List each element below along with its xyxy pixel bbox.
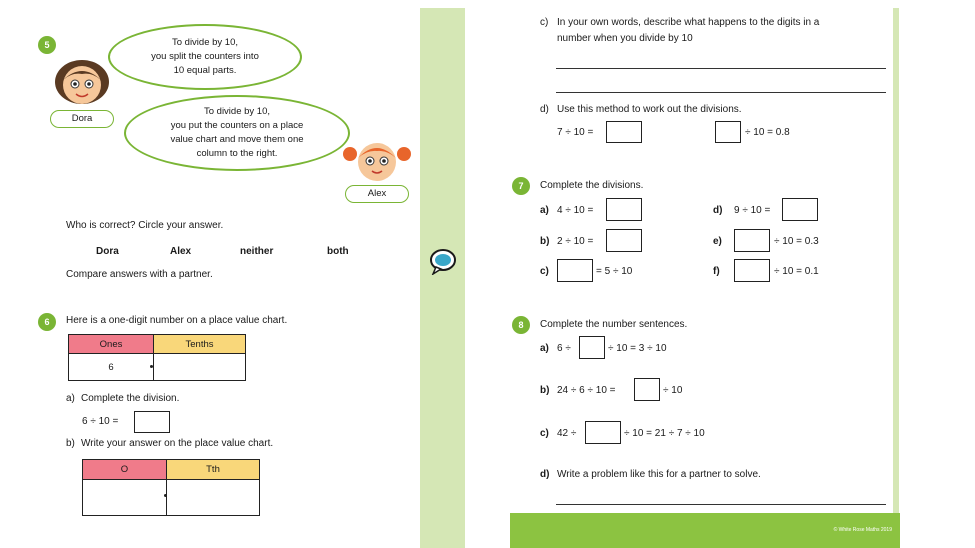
ones-header: Ones xyxy=(69,335,154,354)
dora-character-icon xyxy=(52,58,112,106)
answer-box[interactable] xyxy=(734,259,770,282)
q7-d-label: d) xyxy=(713,205,723,216)
page-footer xyxy=(510,513,900,548)
q8-prompt: Complete the number sentences. xyxy=(540,319,688,330)
tth-answer-cell[interactable] xyxy=(167,480,260,516)
q7-prompt: Complete the divisions. xyxy=(540,180,644,191)
tth-header: Tth xyxy=(167,460,260,480)
q8-a-pre: 6 ÷ xyxy=(557,343,571,354)
dora-bubble-line: 10 equal parts. xyxy=(173,65,237,76)
answer-box[interactable] xyxy=(557,259,593,282)
q8-a-label: a) xyxy=(540,343,549,354)
alex-bubble-line: value chart and move them one xyxy=(170,134,304,145)
question-number-8: 8 xyxy=(512,316,530,334)
q7-f-equation: ÷ 10 = 0.1 xyxy=(774,266,819,277)
q6-b-text: Write your answer on the place value chart. xyxy=(81,438,274,449)
q5-prompt: Who is correct? Circle your answer. xyxy=(66,220,224,231)
decimal-point xyxy=(164,494,167,497)
footer-credit: © White Rose Maths 2019 xyxy=(833,527,892,533)
alex-bubble-line: To divide by 10, xyxy=(203,106,270,117)
q7-f-label: f) xyxy=(713,266,720,277)
q8-c-label: c) xyxy=(540,428,549,439)
answer-box[interactable] xyxy=(634,378,660,401)
d-equation-1: 7 ÷ 10 = xyxy=(557,127,594,138)
q7-b-equation: 2 ÷ 10 = xyxy=(557,236,594,247)
q7-c-equation: = 5 ÷ 10 xyxy=(596,266,633,277)
question-number-5: 5 xyxy=(38,36,56,54)
dora-speech-bubble xyxy=(108,24,302,90)
q6-b-label: b) xyxy=(66,438,75,449)
o-header: O xyxy=(83,460,167,480)
o-answer-cell[interactable] xyxy=(83,480,167,516)
tenths-value xyxy=(154,354,246,381)
q6-a-label: a) xyxy=(66,393,75,404)
tenths-header: Tenths xyxy=(154,335,246,354)
answer-box[interactable] xyxy=(715,121,741,143)
answer-box[interactable] xyxy=(579,336,605,359)
alex-name-label: Alex xyxy=(345,185,409,203)
ones-value: 6 xyxy=(69,354,154,381)
answer-line[interactable] xyxy=(556,504,886,505)
right-page-border xyxy=(893,8,899,518)
answer-box[interactable] xyxy=(606,229,642,252)
answer-box[interactable] xyxy=(606,198,642,221)
alex-speech-bubble xyxy=(124,95,350,171)
q8-b-pre: 24 ÷ 6 ÷ 10 = xyxy=(557,385,616,396)
q8-c-post: ÷ 10 = 21 ÷ 7 ÷ 10 xyxy=(624,428,705,439)
answer-option-neither[interactable]: neither xyxy=(240,246,274,257)
c-text-line: In your own words, describe what happens to the digits in a xyxy=(557,17,820,28)
q7-e-equation: ÷ 10 = 0.3 xyxy=(774,236,819,247)
c-text-line: number when you divide by 10 xyxy=(557,33,693,44)
q7-c-label: c) xyxy=(540,266,549,277)
q8-b-label: b) xyxy=(540,385,550,396)
q7-d-equation: 9 ÷ 10 = xyxy=(734,205,771,216)
answer-box[interactable] xyxy=(734,229,770,252)
answer-box[interactable] xyxy=(606,121,642,143)
q6-prompt: Here is a one-digit number on a place value chart. xyxy=(66,315,288,326)
q8-b-post: ÷ 10 xyxy=(663,385,683,396)
q5-compare-instruction: Compare answers with a partner. xyxy=(66,269,213,280)
page-spine xyxy=(420,8,465,548)
q7-a-equation: 4 ÷ 10 = xyxy=(557,205,594,216)
place-value-chart-2[interactable] xyxy=(82,459,260,516)
decimal-point xyxy=(150,365,153,368)
question-number-7: 7 xyxy=(512,177,530,195)
answer-option-dora[interactable]: Dora xyxy=(96,246,119,257)
q7-e-label: e) xyxy=(713,236,722,247)
q6-a-equation: 6 ÷ 10 = xyxy=(82,416,119,427)
c-label: c) xyxy=(540,17,549,28)
q7-b-label: b) xyxy=(540,236,550,247)
q8-d-label: d) xyxy=(540,469,550,480)
alex-bubble-line: you put the counters on a place xyxy=(170,120,304,131)
dora-bubble-line: you split the counters into xyxy=(151,51,259,62)
q8-d-text: Write a problem like this for a partner to solve. xyxy=(557,469,761,480)
place-value-chart-1 xyxy=(68,334,246,381)
alex-character-icon xyxy=(342,138,412,184)
d-equation-2: ÷ 10 = 0.8 xyxy=(745,127,790,138)
q8-a-post: ÷ 10 = 3 ÷ 10 xyxy=(608,343,667,354)
answer-box[interactable] xyxy=(782,198,818,221)
answer-box[interactable] xyxy=(134,411,170,433)
q8-c-pre: 42 ÷ xyxy=(557,428,577,439)
dora-name-label: Dora xyxy=(50,110,114,128)
answer-option-alex[interactable]: Alex xyxy=(170,246,192,257)
q6-a-text: Complete the division. xyxy=(81,393,180,404)
q7-a-label: a) xyxy=(540,205,549,216)
answer-box[interactable] xyxy=(585,421,621,444)
question-number-6: 6 xyxy=(38,313,56,331)
d-label: d) xyxy=(540,104,549,115)
discuss-speech-icon xyxy=(428,247,458,275)
dora-bubble-line: To divide by 10, xyxy=(171,37,238,48)
alex-bubble-line: column to the right. xyxy=(196,148,278,159)
answer-line[interactable] xyxy=(556,92,886,93)
answer-line[interactable] xyxy=(556,68,886,69)
answer-option-both[interactable]: both xyxy=(327,246,349,257)
d-text: Use this method to work out the divisions. xyxy=(557,104,742,115)
